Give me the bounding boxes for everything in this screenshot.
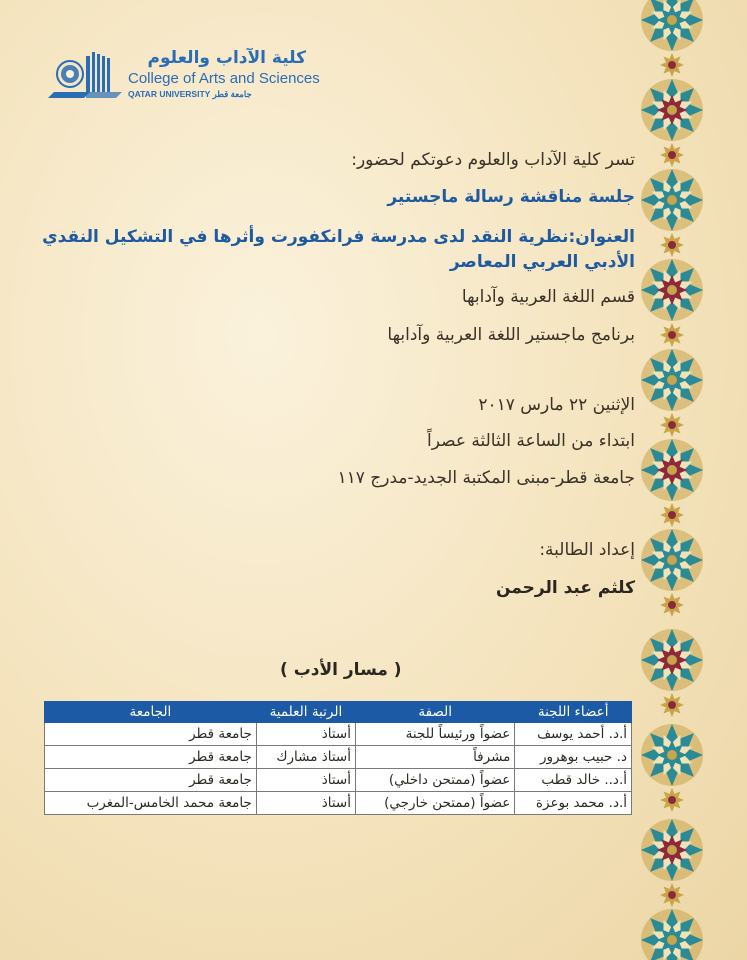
university-name-english: QATAR UNIVERSITY [128,89,211,99]
cell-university: جامعة قطر [45,746,257,769]
connector-star-icon [660,233,684,257]
table-row [45,769,632,792]
connector-star-icon [660,693,684,717]
event-time: ابتداء من الساعة الثالثة عصراً [426,431,635,451]
header-member: أعضاء اللجنة [515,702,632,723]
cell-university: جامعة قطر [45,769,257,792]
connector-star-icon [660,593,684,617]
thesis-title-line1: العنوان:نظرية النقد لدى مدرسة فرانكفورت وأثرها في التشكيل النقدي [42,227,635,247]
invitation-intro: تسر كلية الآداب والعلوم دعوتكم لحضور: [351,150,635,170]
university-name [128,89,252,100]
table-row [45,723,632,746]
event-location: جامعة قطر-مبنى المكتبة الجديد-مدرج ١١٧ [337,468,635,488]
cell-rank: أستاذ [256,723,355,746]
cell-role: عضواً (ممتحن داخلي) [355,769,514,792]
connector-star-icon [660,788,684,812]
cell-rank: أستاذ مشارك [256,746,355,769]
university-name-arabic: جامعة قطر [212,89,252,99]
medallion-icon [641,259,703,321]
table-row [45,746,632,769]
qatar-university-logo-icon [46,48,126,100]
cell-member: أ.د. محمد بوعزة [515,792,632,815]
cell-member: أ.د. أحمد يوسف [515,723,632,746]
program: برنامج ماجستير اللغة العربية وآدابها [387,325,635,345]
table-header-row [45,702,632,723]
committee-table [44,701,632,815]
prepared-by-label: إعداد الطالبة: [539,540,635,560]
ornamental-border [636,0,708,960]
cell-university: جامعة قطر [45,723,257,746]
medallion-icon [641,724,703,786]
connector-star-icon [660,143,684,167]
medallion-icon [641,349,703,411]
college-name-arabic: كلية الآداب والعلوم [147,48,306,68]
connector-star-icon [660,53,684,77]
thesis-title-line2: الأدبي العربي المعاصر [449,252,635,272]
connector-star-icon [660,323,684,347]
connector-star-icon [660,503,684,527]
college-name-english: College of Arts and Sciences [128,70,320,87]
cell-member: د. حبيب بوهرور [515,746,632,769]
event-title: جلسة مناقشة رسالة ماجستير [387,187,635,207]
medallion-icon [641,819,703,881]
student-name: كلثم عبد الرحمن [495,578,635,598]
medallion-icon [641,0,703,51]
connector-star-icon [660,413,684,437]
cell-role: مشرفاً [355,746,514,769]
cell-role: عضواً ورئيساً للجنة [355,723,514,746]
medallion-icon [641,169,703,231]
header-rank: الرتبة العلمية [256,702,355,723]
college-logo [46,48,320,104]
cell-role: عضواً (ممتحن خارجي) [355,792,514,815]
connector-star-icon [660,883,684,907]
department: قسم اللغة العربية وآدابها [461,287,635,307]
cell-rank: أستاذ [256,792,355,815]
cell-rank: أستاذ [256,769,355,792]
cell-university: جامعة محمد الخامس-المغرب [45,792,257,815]
medallion-icon [641,439,703,501]
medallion-icon [641,79,703,141]
medallion-icon [641,629,703,691]
event-date: الإثنين ٢٢ مارس ٢٠١٧ [478,395,635,415]
header-role: الصفة [355,702,514,723]
medallion-icon [641,529,703,591]
header-university: الجامعة [45,702,257,723]
table-row [45,792,632,815]
medallion-icon [641,909,703,960]
cell-member: أ.د.. خالد قطب [515,769,632,792]
arabesque-pattern-icon [636,0,708,960]
track-title: ( مسار الأدب ) [280,660,402,680]
